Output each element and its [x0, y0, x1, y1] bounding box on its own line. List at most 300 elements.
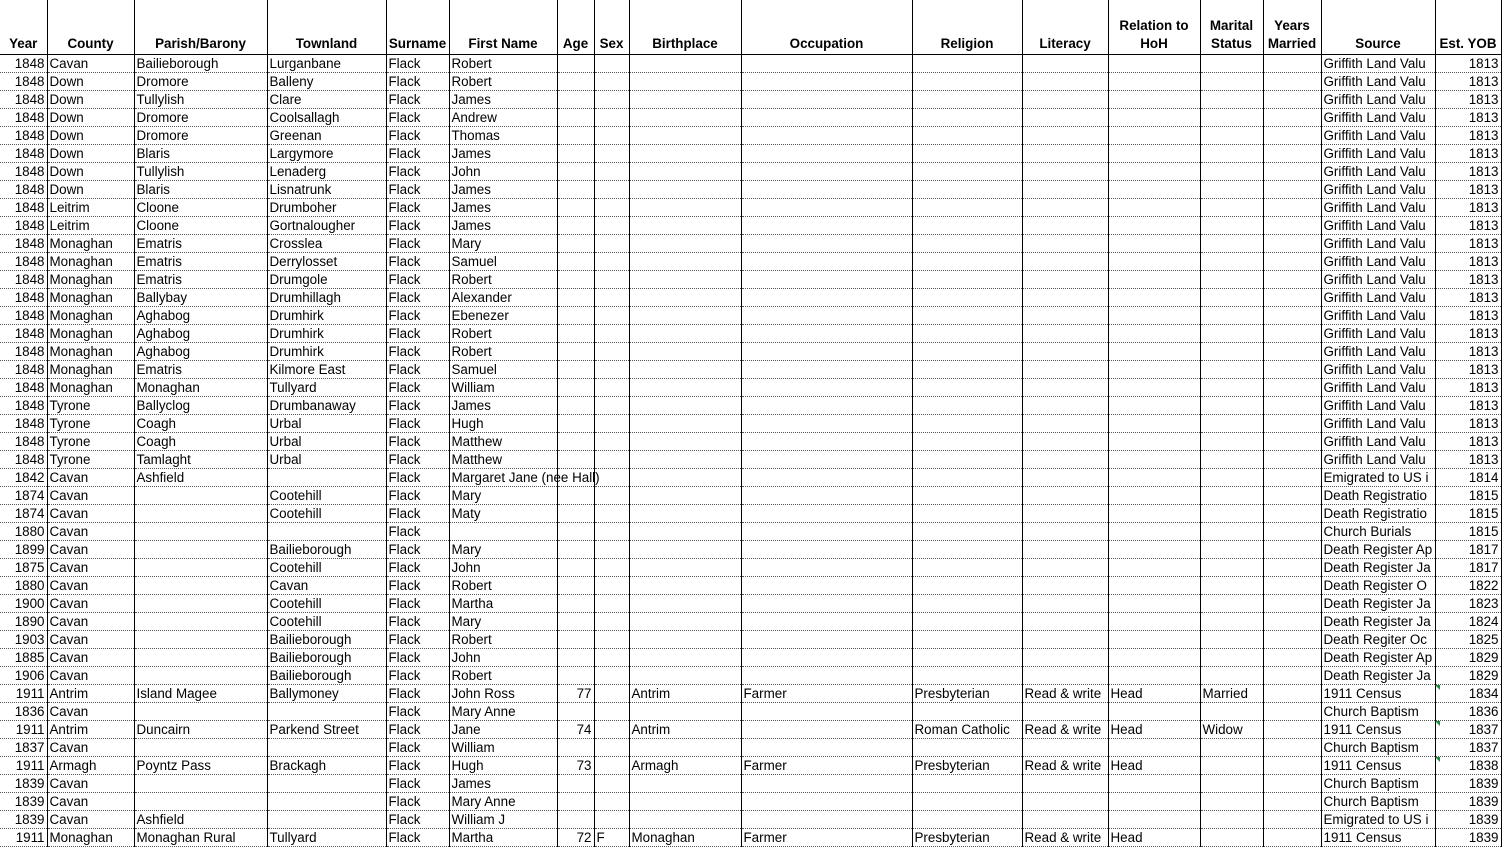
cell-literacy[interactable]	[1022, 235, 1108, 253]
cell-occupation[interactable]	[741, 127, 912, 145]
cell-literacy[interactable]: Read & write	[1022, 721, 1108, 739]
cell-occupation[interactable]	[741, 739, 912, 757]
cell-literacy[interactable]	[1022, 649, 1108, 667]
cell-birthplace[interactable]	[629, 739, 741, 757]
cell-religion[interactable]	[912, 703, 1022, 721]
cell-parish-barony[interactable]: Ematris	[134, 253, 267, 271]
cell-source[interactable]: Griffith Land Valu	[1321, 181, 1435, 199]
column-header-county[interactable]: County	[47, 0, 134, 55]
cell-religion[interactable]	[912, 163, 1022, 181]
cell-year[interactable]: 1911	[0, 829, 47, 847]
cell-occupation[interactable]	[741, 307, 912, 325]
cell-occupation[interactable]	[741, 721, 912, 739]
cell-county[interactable]: Cavan	[47, 595, 134, 613]
cell-townland[interactable]: Cootehill	[267, 487, 386, 505]
cell-est-yob[interactable]: 1813	[1435, 217, 1501, 235]
cell-years-married[interactable]	[1263, 631, 1321, 649]
cell-years-married[interactable]	[1263, 73, 1321, 91]
cell-year[interactable]: 1848	[0, 379, 47, 397]
cell-birthplace[interactable]	[629, 649, 741, 667]
cell-literacy[interactable]	[1022, 613, 1108, 631]
cell-est-yob[interactable]: 1834	[1435, 685, 1501, 703]
cell-occupation[interactable]	[741, 73, 912, 91]
cell-townland[interactable]: Urbal	[267, 451, 386, 469]
cell-sex[interactable]	[594, 361, 629, 379]
cell-source[interactable]: Griffith Land Valu	[1321, 253, 1435, 271]
cell-religion[interactable]	[912, 271, 1022, 289]
cell-occupation[interactable]	[741, 793, 912, 811]
cell-parish-barony[interactable]: Ashfield	[134, 469, 267, 487]
column-header-townland[interactable]: Townland	[267, 0, 386, 55]
cell-birthplace[interactable]	[629, 361, 741, 379]
cell-relation-to-hoh[interactable]	[1108, 181, 1200, 199]
cell-birthplace[interactable]	[629, 559, 741, 577]
cell-parish-barony[interactable]: Blaris	[134, 181, 267, 199]
cell-occupation[interactable]	[741, 217, 912, 235]
cell-literacy[interactable]	[1022, 559, 1108, 577]
cell-occupation[interactable]	[741, 505, 912, 523]
cell-county[interactable]: Cavan	[47, 793, 134, 811]
cell-birthplace[interactable]	[629, 631, 741, 649]
cell-first-name[interactable]: Hugh	[449, 415, 557, 433]
cell-source[interactable]: Griffith Land Valu	[1321, 145, 1435, 163]
cell-year[interactable]: 1848	[0, 199, 47, 217]
cell-est-yob[interactable]: 1813	[1435, 433, 1501, 451]
cell-marital-status[interactable]	[1200, 775, 1263, 793]
cell-religion[interactable]	[912, 487, 1022, 505]
cell-source[interactable]: Death Registratio	[1321, 487, 1435, 505]
cell-age[interactable]	[557, 433, 594, 451]
cell-relation-to-hoh[interactable]	[1108, 127, 1200, 145]
cell-literacy[interactable]	[1022, 703, 1108, 721]
cell-est-yob[interactable]: 1813	[1435, 415, 1501, 433]
cell-county[interactable]: Cavan	[47, 505, 134, 523]
cell-religion[interactable]	[912, 199, 1022, 217]
cell-relation-to-hoh[interactable]	[1108, 307, 1200, 325]
cell-year[interactable]: 1837	[0, 739, 47, 757]
cell-literacy[interactable]	[1022, 577, 1108, 595]
cell-source[interactable]: Griffith Land Valu	[1321, 127, 1435, 145]
cell-parish-barony[interactable]	[134, 559, 267, 577]
cell-county[interactable]: Cavan	[47, 667, 134, 685]
cell-marital-status[interactable]	[1200, 145, 1263, 163]
cell-sex[interactable]	[594, 667, 629, 685]
cell-est-yob[interactable]: 1839	[1435, 775, 1501, 793]
cell-surname[interactable]: Flack	[386, 757, 449, 775]
cell-source[interactable]: Emigrated to US i	[1321, 811, 1435, 829]
cell-age[interactable]	[557, 271, 594, 289]
cell-occupation[interactable]	[741, 199, 912, 217]
cell-religion[interactable]	[912, 433, 1022, 451]
cell-birthplace[interactable]	[629, 199, 741, 217]
cell-parish-barony[interactable]: Bailieborough	[134, 55, 267, 73]
cell-religion[interactable]	[912, 325, 1022, 343]
cell-parish-barony[interactable]: Aghabog	[134, 307, 267, 325]
cell-years-married[interactable]	[1263, 685, 1321, 703]
cell-source[interactable]: Church Baptism	[1321, 775, 1435, 793]
cell-source[interactable]: Griffith Land Valu	[1321, 343, 1435, 361]
cell-sex[interactable]	[594, 73, 629, 91]
cell-year[interactable]: 1848	[0, 235, 47, 253]
cell-source[interactable]: Griffith Land Valu	[1321, 415, 1435, 433]
cell-county[interactable]: Down	[47, 127, 134, 145]
cell-birthplace[interactable]	[629, 271, 741, 289]
cell-years-married[interactable]	[1263, 163, 1321, 181]
cell-source[interactable]: 1911 Census	[1321, 685, 1435, 703]
cell-marital-status[interactable]	[1200, 649, 1263, 667]
cell-year[interactable]: 1880	[0, 577, 47, 595]
cell-religion[interactable]: Presbyterian	[912, 829, 1022, 847]
cell-birthplace[interactable]	[629, 127, 741, 145]
cell-first-name[interactable]: John	[449, 163, 557, 181]
cell-relation-to-hoh[interactable]	[1108, 271, 1200, 289]
cell-est-yob[interactable]: 1825	[1435, 631, 1501, 649]
cell-religion[interactable]	[912, 451, 1022, 469]
cell-est-yob[interactable]: 1823	[1435, 595, 1501, 613]
cell-age[interactable]	[557, 91, 594, 109]
cell-first-name[interactable]: Hugh	[449, 757, 557, 775]
cell-parish-barony[interactable]	[134, 775, 267, 793]
cell-religion[interactable]	[912, 397, 1022, 415]
cell-townland[interactable]: Drumbanaway	[267, 397, 386, 415]
cell-age[interactable]	[557, 361, 594, 379]
cell-townland[interactable]: Drumboher	[267, 199, 386, 217]
cell-townland[interactable]: Lisnatrunk	[267, 181, 386, 199]
cell-age[interactable]	[557, 739, 594, 757]
cell-sex[interactable]	[594, 613, 629, 631]
cell-relation-to-hoh[interactable]	[1108, 217, 1200, 235]
cell-marital-status[interactable]	[1200, 829, 1263, 847]
cell-literacy[interactable]	[1022, 379, 1108, 397]
cell-years-married[interactable]	[1263, 433, 1321, 451]
cell-religion[interactable]	[912, 415, 1022, 433]
cell-est-yob[interactable]: 1813	[1435, 163, 1501, 181]
cell-years-married[interactable]	[1263, 487, 1321, 505]
cell-years-married[interactable]	[1263, 307, 1321, 325]
cell-religion[interactable]	[912, 793, 1022, 811]
cell-years-married[interactable]	[1263, 145, 1321, 163]
cell-surname[interactable]: Flack	[386, 415, 449, 433]
cell-years-married[interactable]	[1263, 289, 1321, 307]
cell-sex[interactable]	[594, 631, 629, 649]
cell-county[interactable]: Down	[47, 163, 134, 181]
cell-parish-barony[interactable]	[134, 523, 267, 541]
cell-birthplace[interactable]	[629, 397, 741, 415]
column-header-source[interactable]: Source	[1321, 0, 1435, 55]
cell-occupation[interactable]: Farmer	[741, 685, 912, 703]
cell-years-married[interactable]	[1263, 721, 1321, 739]
cell-year[interactable]: 1848	[0, 325, 47, 343]
cell-year[interactable]: 1848	[0, 253, 47, 271]
cell-literacy[interactable]	[1022, 739, 1108, 757]
cell-townland[interactable]: Bailieborough	[267, 667, 386, 685]
cell-townland[interactable]	[267, 793, 386, 811]
cell-est-yob[interactable]: 1813	[1435, 289, 1501, 307]
cell-relation-to-hoh[interactable]	[1108, 451, 1200, 469]
cell-county[interactable]: Cavan	[47, 559, 134, 577]
cell-relation-to-hoh[interactable]	[1108, 235, 1200, 253]
cell-marital-status[interactable]	[1200, 253, 1263, 271]
cell-source[interactable]: Church Baptism	[1321, 703, 1435, 721]
cell-literacy[interactable]	[1022, 289, 1108, 307]
cell-county[interactable]: Monaghan	[47, 325, 134, 343]
cell-relation-to-hoh[interactable]: Head	[1108, 721, 1200, 739]
cell-year[interactable]: 1848	[0, 433, 47, 451]
cell-county[interactable]: Cavan	[47, 631, 134, 649]
cell-sex[interactable]	[594, 703, 629, 721]
cell-age[interactable]: 73	[557, 757, 594, 775]
cell-marital-status[interactable]	[1200, 199, 1263, 217]
cell-sex[interactable]	[594, 487, 629, 505]
cell-literacy[interactable]	[1022, 397, 1108, 415]
cell-first-name[interactable]: Martha	[449, 595, 557, 613]
cell-surname[interactable]: Flack	[386, 649, 449, 667]
cell-marital-status[interactable]	[1200, 73, 1263, 91]
cell-marital-status[interactable]	[1200, 289, 1263, 307]
cell-years-married[interactable]	[1263, 397, 1321, 415]
cell-age[interactable]	[557, 127, 594, 145]
cell-parish-barony[interactable]	[134, 793, 267, 811]
cell-source[interactable]: Griffith Land Valu	[1321, 217, 1435, 235]
cell-literacy[interactable]	[1022, 91, 1108, 109]
cell-marital-status[interactable]	[1200, 523, 1263, 541]
cell-first-name[interactable]: John	[449, 649, 557, 667]
cell-year[interactable]: 1848	[0, 217, 47, 235]
cell-age[interactable]	[557, 505, 594, 523]
cell-literacy[interactable]: Read & write	[1022, 757, 1108, 775]
cell-townland[interactable]: Clare	[267, 91, 386, 109]
cell-est-yob[interactable]: 1813	[1435, 91, 1501, 109]
cell-relation-to-hoh[interactable]	[1108, 253, 1200, 271]
cell-relation-to-hoh[interactable]	[1108, 109, 1200, 127]
cell-est-yob[interactable]: 1817	[1435, 541, 1501, 559]
cell-sex[interactable]: F	[594, 829, 629, 847]
cell-townland[interactable]	[267, 703, 386, 721]
cell-county[interactable]: Cavan	[47, 523, 134, 541]
column-header-relation-to-hoh[interactable]: Relation to HoH	[1108, 0, 1200, 55]
cell-source[interactable]: Griffith Land Valu	[1321, 289, 1435, 307]
cell-surname[interactable]: Flack	[386, 127, 449, 145]
cell-years-married[interactable]	[1263, 361, 1321, 379]
cell-age[interactable]	[557, 703, 594, 721]
cell-source[interactable]: Death Register Ja	[1321, 595, 1435, 613]
cell-source[interactable]: 1911 Census	[1321, 757, 1435, 775]
cell-relation-to-hoh[interactable]	[1108, 469, 1200, 487]
cell-first-name[interactable]: William	[449, 379, 557, 397]
cell-est-yob[interactable]: 1814	[1435, 469, 1501, 487]
cell-surname[interactable]: Flack	[386, 163, 449, 181]
cell-literacy[interactable]	[1022, 667, 1108, 685]
cell-religion[interactable]	[912, 217, 1022, 235]
cell-parish-barony[interactable]: Ballyclog	[134, 397, 267, 415]
cell-source[interactable]: Griffith Land Valu	[1321, 91, 1435, 109]
cell-birthplace[interactable]	[629, 577, 741, 595]
cell-first-name[interactable]: Jane	[449, 721, 557, 739]
column-header-age[interactable]: Age	[557, 0, 594, 55]
cell-county[interactable]: Cavan	[47, 703, 134, 721]
cell-est-yob[interactable]: 1813	[1435, 307, 1501, 325]
cell-est-yob[interactable]: 1813	[1435, 343, 1501, 361]
cell-parish-barony[interactable]	[134, 505, 267, 523]
cell-surname[interactable]: Flack	[386, 217, 449, 235]
cell-first-name[interactable]: Mary	[449, 541, 557, 559]
cell-marital-status[interactable]	[1200, 415, 1263, 433]
cell-parish-barony[interactable]	[134, 667, 267, 685]
cell-sex[interactable]	[594, 523, 629, 541]
cell-occupation[interactable]	[741, 397, 912, 415]
cell-year[interactable]: 1903	[0, 631, 47, 649]
cell-parish-barony[interactable]: Aghabog	[134, 343, 267, 361]
cell-literacy[interactable]	[1022, 487, 1108, 505]
cell-sex[interactable]	[594, 307, 629, 325]
cell-age[interactable]	[557, 415, 594, 433]
cell-year[interactable]: 1842	[0, 469, 47, 487]
cell-birthplace[interactable]	[629, 145, 741, 163]
cell-surname[interactable]: Flack	[386, 91, 449, 109]
cell-relation-to-hoh[interactable]	[1108, 415, 1200, 433]
cell-literacy[interactable]	[1022, 451, 1108, 469]
cell-est-yob[interactable]: 1822	[1435, 577, 1501, 595]
cell-first-name[interactable]: Matthew	[449, 433, 557, 451]
cell-literacy[interactable]	[1022, 361, 1108, 379]
cell-first-name[interactable]: William J	[449, 811, 557, 829]
cell-occupation[interactable]	[741, 487, 912, 505]
column-header-year[interactable]: Year	[0, 0, 47, 55]
cell-townland[interactable]: Ballymoney	[267, 685, 386, 703]
cell-townland[interactable]: Cootehill	[267, 595, 386, 613]
cell-est-yob[interactable]: 1813	[1435, 397, 1501, 415]
cell-relation-to-hoh[interactable]	[1108, 775, 1200, 793]
cell-parish-barony[interactable]: Tullylish	[134, 91, 267, 109]
cell-townland[interactable]: Drumhillagh	[267, 289, 386, 307]
cell-age[interactable]	[557, 289, 594, 307]
column-header-occupation[interactable]: Occupation	[741, 0, 912, 55]
cell-birthplace[interactable]	[629, 325, 741, 343]
cell-religion[interactable]	[912, 361, 1022, 379]
cell-birthplace[interactable]	[629, 703, 741, 721]
cell-relation-to-hoh[interactable]	[1108, 163, 1200, 181]
comment-indicator-icon[interactable]	[1435, 757, 1440, 762]
cell-sex[interactable]	[594, 271, 629, 289]
cell-parish-barony[interactable]	[134, 703, 267, 721]
cell-marital-status[interactable]	[1200, 235, 1263, 253]
cell-occupation[interactable]	[741, 55, 912, 73]
cell-marital-status[interactable]	[1200, 181, 1263, 199]
cell-religion[interactable]	[912, 775, 1022, 793]
cell-source[interactable]: Death Regiter Oc	[1321, 631, 1435, 649]
cell-years-married[interactable]	[1263, 91, 1321, 109]
cell-years-married[interactable]	[1263, 775, 1321, 793]
cell-occupation[interactable]	[741, 253, 912, 271]
cell-birthplace[interactable]	[629, 181, 741, 199]
cell-occupation[interactable]: Farmer	[741, 829, 912, 847]
cell-occupation[interactable]	[741, 343, 912, 361]
cell-age[interactable]	[557, 523, 594, 541]
cell-marital-status[interactable]	[1200, 433, 1263, 451]
cell-religion[interactable]	[912, 811, 1022, 829]
cell-religion[interactable]: Roman Catholic	[912, 721, 1022, 739]
cell-source[interactable]: Griffith Land Valu	[1321, 109, 1435, 127]
cell-townland[interactable]: Lenaderg	[267, 163, 386, 181]
cell-marital-status[interactable]	[1200, 451, 1263, 469]
cell-relation-to-hoh[interactable]	[1108, 811, 1200, 829]
cell-sex[interactable]	[594, 325, 629, 343]
column-header-first-name[interactable]: First Name	[449, 0, 557, 55]
cell-townland[interactable]: Drumhirk	[267, 325, 386, 343]
cell-age[interactable]: 74	[557, 721, 594, 739]
cell-literacy[interactable]	[1022, 145, 1108, 163]
cell-est-yob[interactable]: 1815	[1435, 487, 1501, 505]
column-header-est-yob[interactable]: Est. YOB	[1435, 0, 1501, 55]
cell-first-name[interactable]: Andrew	[449, 109, 557, 127]
cell-first-name[interactable]: James	[449, 397, 557, 415]
cell-literacy[interactable]	[1022, 433, 1108, 451]
cell-sex[interactable]	[594, 235, 629, 253]
cell-years-married[interactable]	[1263, 271, 1321, 289]
cell-sex[interactable]	[594, 163, 629, 181]
cell-source[interactable]: Death Register Ap	[1321, 649, 1435, 667]
cell-years-married[interactable]	[1263, 109, 1321, 127]
cell-townland[interactable]: Bailieborough	[267, 541, 386, 559]
cell-occupation[interactable]	[741, 163, 912, 181]
cell-birthplace[interactable]	[629, 469, 741, 487]
cell-religion[interactable]	[912, 523, 1022, 541]
cell-parish-barony[interactable]: Cloone	[134, 199, 267, 217]
cell-parish-barony[interactable]: Tamlaght	[134, 451, 267, 469]
cell-source[interactable]: Death Register Ja	[1321, 613, 1435, 631]
cell-surname[interactable]: Flack	[386, 829, 449, 847]
cell-occupation[interactable]	[741, 667, 912, 685]
cell-sex[interactable]	[594, 559, 629, 577]
cell-sex[interactable]	[594, 289, 629, 307]
cell-birthplace[interactable]	[629, 379, 741, 397]
cell-source[interactable]: Death Register Ap	[1321, 541, 1435, 559]
cell-first-name[interactable]: Mary	[449, 235, 557, 253]
cell-est-yob[interactable]: 1829	[1435, 649, 1501, 667]
cell-religion[interactable]	[912, 541, 1022, 559]
cell-occupation[interactable]	[741, 325, 912, 343]
cell-year[interactable]: 1839	[0, 811, 47, 829]
cell-est-yob[interactable]: 1813	[1435, 235, 1501, 253]
cell-occupation[interactable]	[741, 469, 912, 487]
cell-county[interactable]: Cavan	[47, 469, 134, 487]
cell-occupation[interactable]	[741, 811, 912, 829]
cell-year[interactable]: 1848	[0, 307, 47, 325]
cell-townland[interactable]: Parkend Street	[267, 721, 386, 739]
cell-birthplace[interactable]	[629, 775, 741, 793]
cell-religion[interactable]	[912, 55, 1022, 73]
cell-year[interactable]: 1839	[0, 793, 47, 811]
cell-age[interactable]	[557, 487, 594, 505]
cell-townland[interactable]: Bailieborough	[267, 649, 386, 667]
cell-years-married[interactable]	[1263, 595, 1321, 613]
cell-marital-status[interactable]	[1200, 793, 1263, 811]
cell-religion[interactable]	[912, 469, 1022, 487]
cell-source[interactable]: Emigrated to US i	[1321, 469, 1435, 487]
cell-surname[interactable]: Flack	[386, 613, 449, 631]
cell-birthplace[interactable]	[629, 595, 741, 613]
cell-marital-status[interactable]	[1200, 379, 1263, 397]
cell-year[interactable]: 1848	[0, 163, 47, 181]
cell-years-married[interactable]	[1263, 343, 1321, 361]
cell-sex[interactable]	[594, 379, 629, 397]
cell-est-yob[interactable]: 1839	[1435, 811, 1501, 829]
cell-first-name[interactable]: Matthew	[449, 451, 557, 469]
cell-parish-barony[interactable]	[134, 541, 267, 559]
cell-occupation[interactable]	[741, 379, 912, 397]
cell-parish-barony[interactable]: Ematris	[134, 235, 267, 253]
cell-source[interactable]: Griffith Land Valu	[1321, 163, 1435, 181]
